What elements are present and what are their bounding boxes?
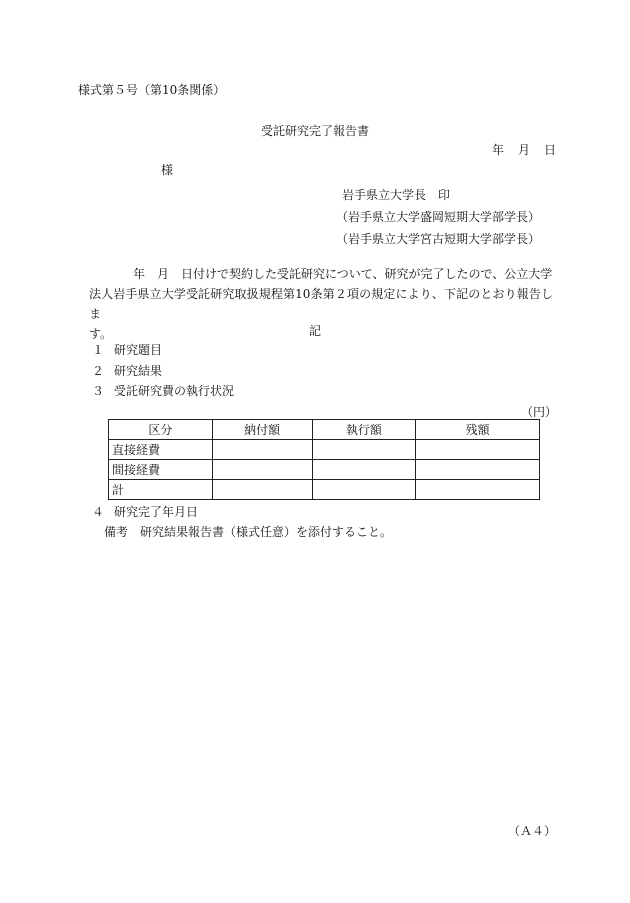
date-day: 日 [544, 143, 557, 157]
row-label-total: 計 [109, 480, 213, 500]
header-category: 区分 [109, 420, 213, 440]
item-research-title [92, 343, 162, 357]
form-number: 様式第５号（第10条関係） [78, 83, 226, 97]
body-line-1: 年 月 日付けで契約した受託研究について、研究が完了したので、公立大学 [133, 267, 553, 281]
item-label: 研究完了年月日 [114, 505, 199, 519]
sender-miyako: （岩手県立大学宮古短期大学部学長） [336, 232, 541, 246]
unit-label: （円） [521, 405, 558, 419]
sender-president: 岩手県立大学長 印 [342, 188, 451, 202]
cell-paid[interactable] [212, 460, 312, 480]
row-label-indirect: 間接経費 [109, 460, 213, 480]
cell-paid[interactable] [212, 480, 312, 500]
item-label: 受託研究費の執行状況 [114, 384, 235, 398]
date-line [492, 143, 556, 157]
cell-executed[interactable] [312, 460, 416, 480]
item-expense-status [92, 384, 234, 398]
item-label: 研究題目 [114, 343, 163, 357]
item-number: ４ [92, 505, 105, 519]
header-paid: 納付額 [212, 420, 312, 440]
ki-heading: 記 [308, 324, 321, 338]
document-title: 受託研究完了報告書 [260, 124, 369, 138]
date-year: 年 [492, 143, 505, 157]
item-number: ２ [92, 364, 105, 378]
table-header-row [109, 420, 540, 440]
item-completion-date [92, 505, 198, 519]
budget-table [108, 419, 540, 500]
cell-remaining[interactable] [416, 440, 540, 460]
sender-block [336, 184, 540, 250]
header-executed: 執行額 [312, 420, 416, 440]
cell-remaining[interactable] [416, 480, 540, 500]
cell-executed[interactable] [312, 480, 416, 500]
row-label-direct: 直接経費 [109, 440, 213, 460]
item-research-result [92, 364, 162, 378]
addressee: 様 [161, 163, 174, 177]
item-number: １ [92, 343, 105, 357]
remarks: 備考 研究結果報告書（様式任意）を添付すること。 [104, 525, 393, 539]
table-row [109, 440, 540, 460]
date-month: 月 [518, 143, 531, 157]
table-row [109, 460, 540, 480]
cell-remaining[interactable] [416, 460, 540, 480]
item-label: 研究結果 [114, 364, 163, 378]
sender-morioka: （岩手県立大学盛岡短期大学部学長） [336, 210, 541, 224]
body-line-3: す。 [89, 327, 113, 341]
body-line-2: 法人岩手県立大学受託研究取扱規程第10条第２項の規定により、下記のとおり報告しま [89, 287, 553, 321]
page-size-label: （Ａ４） [508, 824, 557, 838]
cell-executed[interactable] [312, 440, 416, 460]
item-number: ３ [92, 384, 105, 398]
table-row [109, 480, 540, 500]
header-remaining: 残額 [416, 420, 540, 440]
cell-paid[interactable] [212, 440, 312, 460]
